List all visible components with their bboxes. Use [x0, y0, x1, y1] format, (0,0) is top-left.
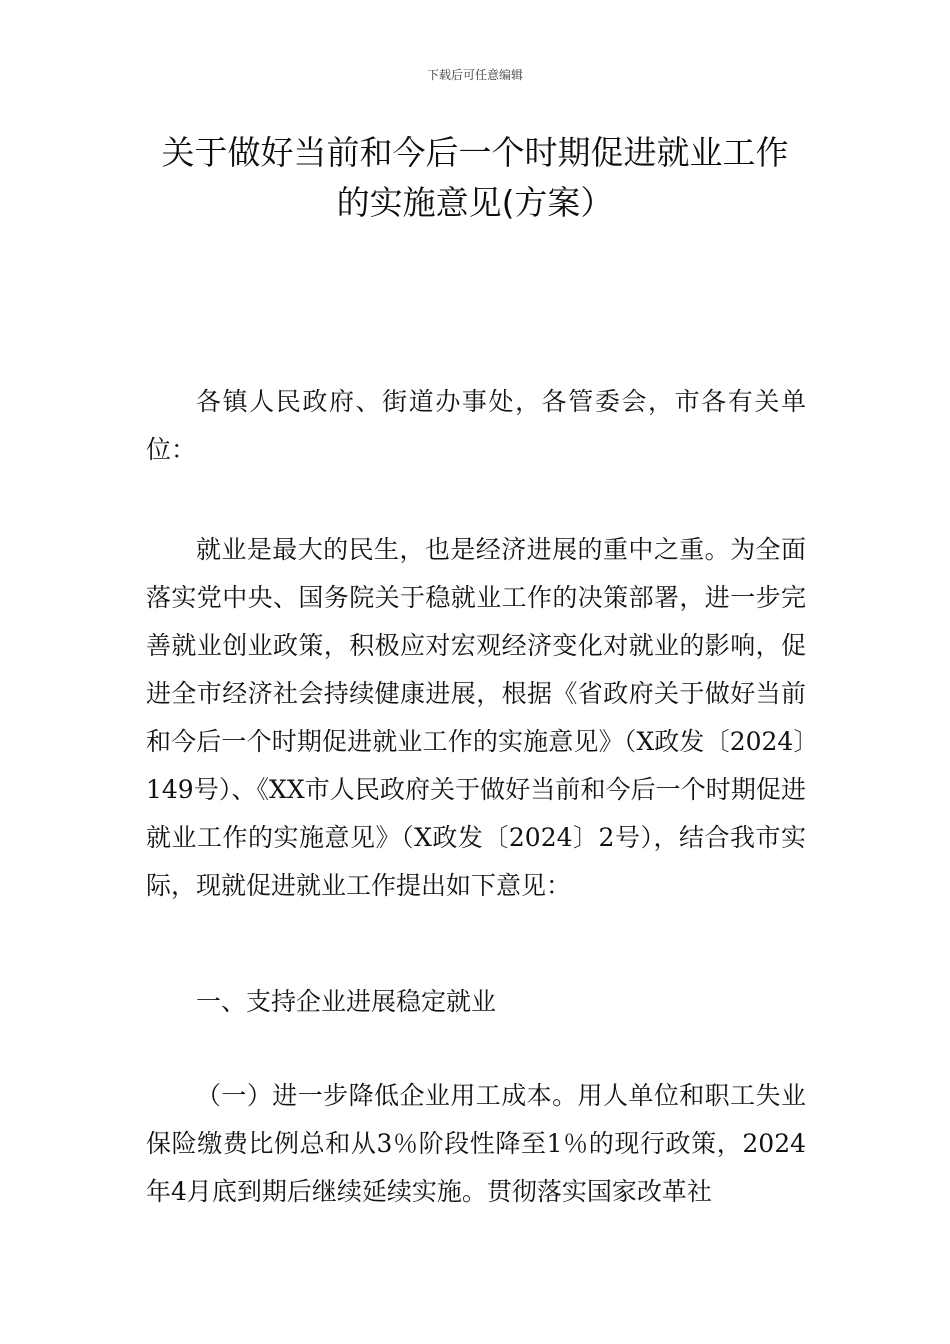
intro-paragraph: 就业是最大的民生，也是经济进展的重中之重。为全面落实党中央、国务院关于稳就业工作的决策部署，进一步完善就业创业政策，积极应对宏观经济变化对就业的影响，促进全市经济社会持续健康进展，根据《省政府关于做好当前和今后一个时期促进就业工作的实施意见》（X政发〔2024〕149号）、《XX市人民政府关于做好当前和今后一个时期促进就业工作的实施意见》（X政发〔2024〕2号），结合我市实际，现就促进就业工作提出如下意见： [146, 535, 806, 900]
salutation-paragraph: 各镇人民政府、街道办事处，各管委会，市各有关单位： [146, 387, 806, 464]
header-note: 下载后可任意编辑 [426, 68, 523, 82]
document-title: 关于做好当前和今后一个时期促进就业工作的实施意见(方案） [161, 133, 789, 222]
item-paragraph: （一）进一步降低企业用工成本。用人单位和职工失业保险缴费比例总和从3％阶段性降至1％的现行政策，2024年4月底到期后继续延续实施。贯彻落实国家改革社 [146, 1081, 806, 1206]
section-heading: 一、支持企业进展稳定就业 [196, 987, 497, 1016]
